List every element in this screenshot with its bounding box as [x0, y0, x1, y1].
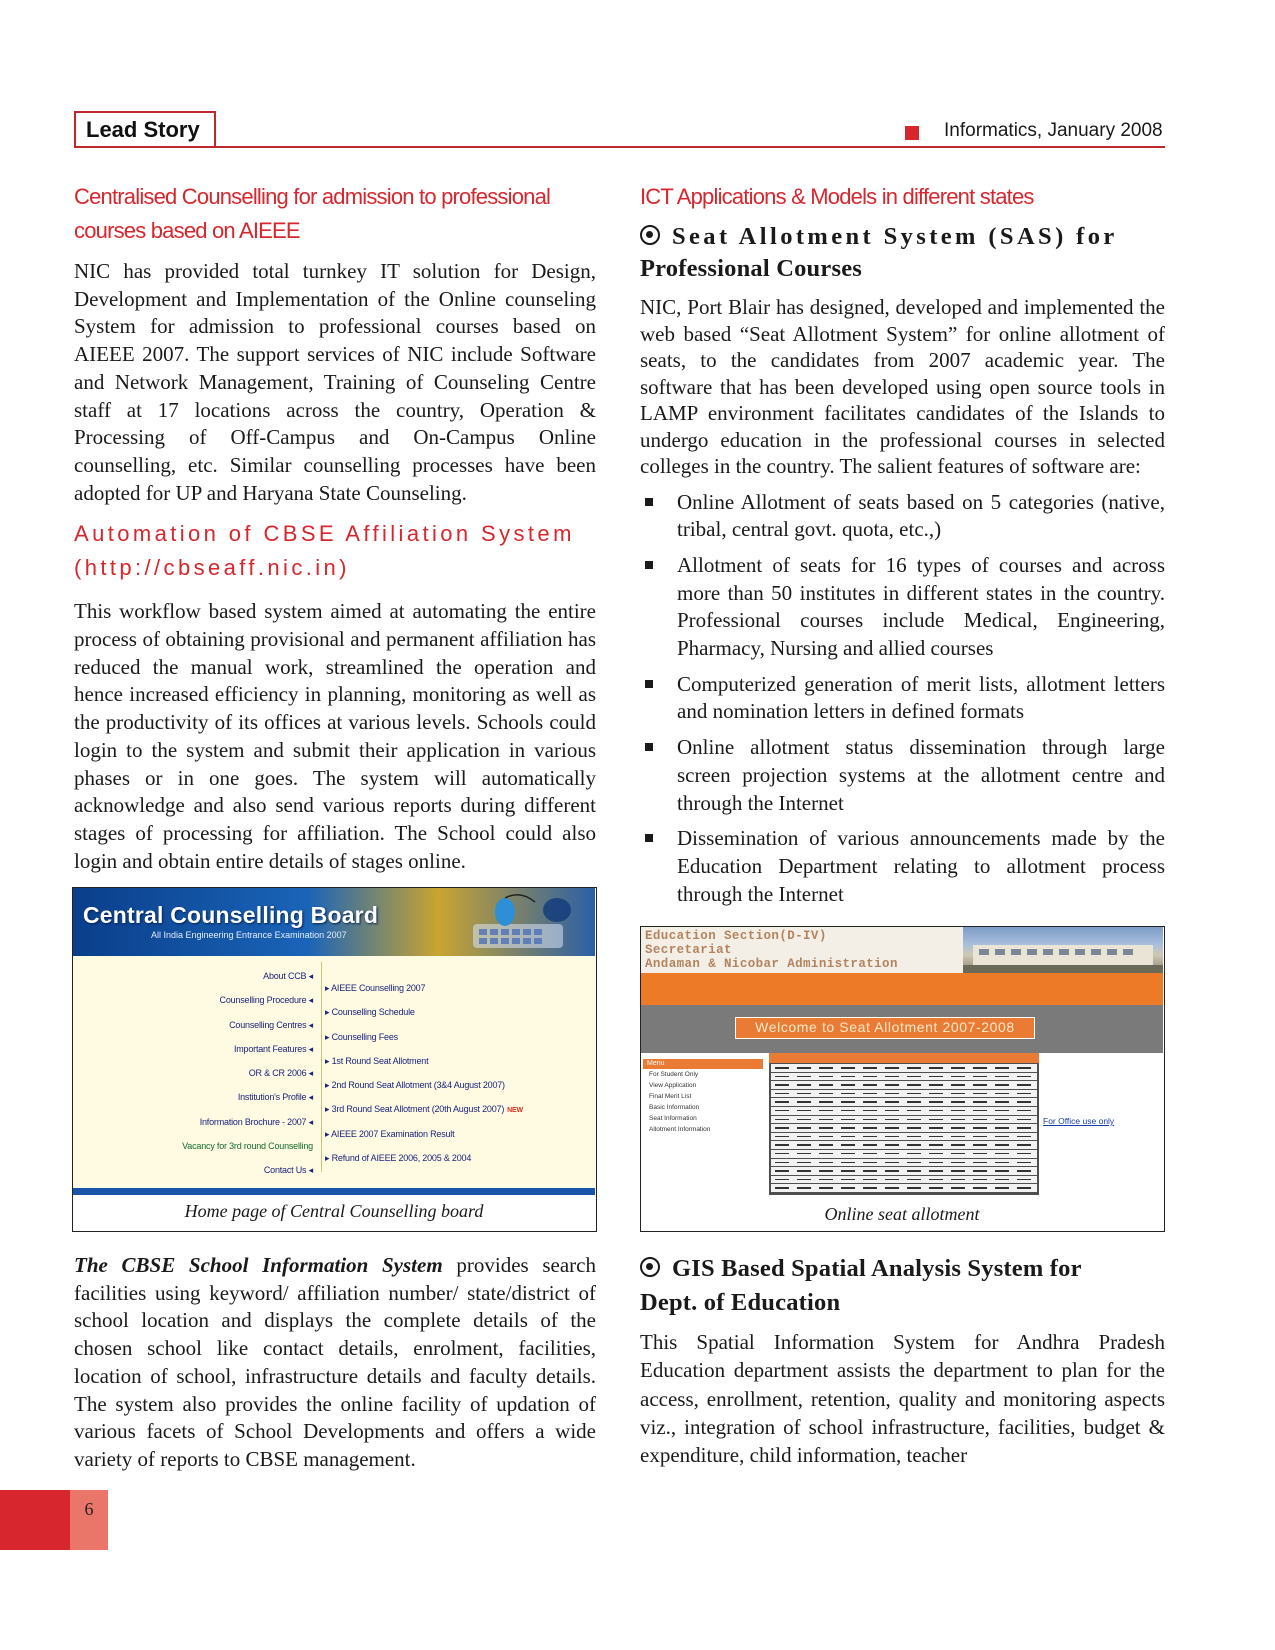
office-use-link[interactable]: For Office use only: [1043, 1116, 1115, 1126]
ccb-body: [73, 956, 595, 1188]
sas-menu-item[interactable]: For Student Only: [649, 1071, 699, 1078]
link-first-round-allotment[interactable]: ▸ 1st Round Seat Allotment: [325, 1055, 429, 1066]
sas-orange-band: [641, 973, 1163, 1005]
building-icon: [963, 927, 1163, 973]
table-row: [771, 1176, 1037, 1184]
cbse-school-info-lead: The CBSE School Information System: [74, 1253, 443, 1277]
left-column: [74, 180, 596, 875]
link-counselling-schedule[interactable]: ▸ Counselling Schedule: [325, 1007, 415, 1018]
issue-label: Informatics, January 2008: [944, 120, 1163, 141]
right-column: [640, 180, 1165, 916]
list-item: Computerized generation of merit lists, allotment letters and nomination letters in defined formats: [640, 671, 1165, 726]
table-row: [771, 1184, 1037, 1192]
table-row: [771, 1116, 1037, 1124]
link-aieee-counselling-2007[interactable]: ▸ AIEEE Counselling 2007: [325, 983, 426, 993]
radio-bullet-icon: [640, 1257, 660, 1277]
table-row: [771, 1081, 1037, 1089]
table-row: [771, 1159, 1037, 1167]
list-item: Allotment of seats for 16 types of courses and across more than 50 institutes in different states in the country. Professional courses include Medical, Engineering, Pharmacy, Nursing and allied courses: [640, 552, 1165, 663]
ccb-footer-bar: [73, 1188, 595, 1195]
page-number: 6: [84, 1499, 94, 1519]
table-row: [771, 1150, 1037, 1158]
ccb-banner: [73, 888, 595, 956]
keyboard-mouse-icon: [465, 894, 575, 954]
table-row: [771, 1167, 1037, 1175]
link-third-round-allotment[interactable]: ▸ 3rd Round Seat Allotment (20th August 2007) NEW: [325, 1104, 523, 1115]
link-counselling-fees[interactable]: ▸ Counselling Fees: [325, 1031, 398, 1042]
figure2-caption: Online seat allotment: [824, 1204, 980, 1224]
link-second-round-allotment[interactable]: ▸ 2nd Round Seat Allotment (3&4 August 2007): [325, 1080, 505, 1091]
list-item: Dissemination of various announcements made by the Education Department relating to allotment process through the Internet: [640, 825, 1165, 908]
sas-side-menu: [643, 1059, 763, 1135]
menu-item-information-brochure[interactable]: Information Brochure - 2007 ◂: [199, 1116, 313, 1127]
sas-screenshot: [641, 927, 1163, 1195]
page-number-bar: [0, 1490, 70, 1550]
ccb-right-menu: [325, 976, 570, 1170]
section-title-centralised-counselling: Centralised Counselling for admission to professional courses based on AIEEE: [74, 184, 551, 243]
allotment-table: [769, 1053, 1039, 1195]
table-row: [771, 1141, 1037, 1149]
menu-item-counselling-procedure[interactable]: Counselling Procedure ◂: [219, 995, 313, 1006]
subhead-gis: GIS Based Spatial Analysis System for: [640, 1252, 1165, 1286]
sas-menu-item[interactable]: Final Merit List: [649, 1093, 692, 1100]
sas-menu-item[interactable]: Seat Information: [649, 1115, 697, 1122]
table-row: [771, 1133, 1037, 1141]
menu-item-contact-us[interactable]: Contact Us ◂: [263, 1165, 313, 1176]
sas-menu-item[interactable]: Allotment Information: [649, 1126, 711, 1133]
sas-header-line-3: Andaman & Nicobar Administration: [645, 957, 898, 971]
paragraph-cbse-school-info: [74, 1252, 596, 1474]
radio-bullet-icon: [640, 225, 660, 245]
cbse-school-info-rest: provides search facilities using keyword/ affiliation number/ state/district of school location and displays the complete details of the chosen school like contact details, enrolment, facilities, location of school, infrastructure details and faculty details. The system also provides the online facility of updation of various facets of School Developments and offers a wide variety of reports to CBSE management.: [74, 1253, 597, 1471]
paragraph-gis: This Spatial Information System for Andhra Pradesh Education department assists the department to plan for the access, enrollment, retention, quality and monitoring aspects viz., integration of school infrastructure, facilities, budget & expenditure, child information, teacher: [640, 1330, 1165, 1468]
menu-item-institutions-profile[interactable]: Institution's Profile ◂: [237, 1092, 313, 1103]
figure-online-seat-allotment: [640, 926, 1165, 1232]
sas-menu-item[interactable]: View Application: [649, 1082, 697, 1089]
new-badge: NEW: [507, 1107, 523, 1115]
table-row: [771, 1073, 1037, 1081]
features-list: [640, 489, 1165, 909]
subhead-professional-courses: Professional Courses: [640, 255, 862, 282]
menu-item-about-ccb[interactable]: About CCB ◂: [263, 971, 313, 981]
subhead-dept-education: Dept. of Education: [640, 1289, 841, 1316]
menu-item-or-cr-2006[interactable]: OR & CR 2006 ◂: [248, 1068, 313, 1079]
table-row: [771, 1107, 1037, 1115]
menu-item-vacancy[interactable]: Vacancy for 3rd round Counselling: [182, 1141, 313, 1152]
menu-item-counselling-centres[interactable]: Counselling Centres ◂: [229, 1019, 313, 1030]
sas-header-line-1: Education Section(D-IV): [645, 929, 827, 943]
figure-central-counselling-board: [72, 887, 597, 1232]
subhead-seat-allotment: Seat Allotment System (SAS) for: [640, 220, 1165, 254]
sas-menu-item[interactable]: Basic Information: [649, 1104, 700, 1111]
menu-item-important-features[interactable]: Important Features ◂: [233, 1043, 313, 1054]
header-square-icon: [905, 126, 919, 140]
section-label: Lead Story: [74, 111, 216, 147]
table-row: [771, 1124, 1037, 1132]
table-row: [771, 1098, 1037, 1106]
sas-header: [641, 927, 1163, 973]
section-title-cbse-affiliation: Automation of CBSE Affiliation System (http://cbseaff.nic.in): [74, 521, 575, 581]
paragraph-seat-allotment: NIC, Port Blair has designed, developed and implemented the web based “Seat Allotment System” for online allotment of seats, to the candidates from 2007 academic year. The software that has been developed using open source tools in LAMP environment facilitates candidates of the Islands to undergo education in the professional courses in selected colleges in the country. The salient features of software are:: [640, 295, 1165, 478]
ccb-subtitle: All India Engineering Entrance Examination 2007: [151, 930, 347, 940]
ccb-screenshot: [73, 888, 595, 1195]
figure1-caption: Home page of Central Counselling board: [184, 1201, 484, 1221]
sas-menu-heading: Menu: [643, 1059, 763, 1069]
welcome-banner: Welcome to Seat Allotment 2007-2008: [735, 1017, 1035, 1039]
header-rule: [74, 146, 1165, 148]
sas-header-line-2: Secretariat: [645, 943, 732, 957]
section-title-ict-applications: ICT Applications & Models in different states: [640, 184, 1034, 209]
paragraph-cbse-affiliation: This workflow based system aimed at automating the entire process of obtaining provisional and permanent affiliation has reduced the manual work, streamlined the operation and hence increased efficiency in planning, monitoring as well as the productivity of its offices at various levels. Schools could login to the system and submit their application in various phases or in one goes. The system will automatically acknowledge and also send various reports during different stages of processing for affiliation. The School could also login and obtain entire details of stages online.: [74, 599, 596, 873]
table-row: [771, 1064, 1037, 1072]
table-row: [771, 1090, 1037, 1098]
link-examination-result[interactable]: ▸ AIEEE 2007 Examination Result: [325, 1128, 455, 1139]
paragraph-counselling: NIC has provided total turnkey IT solution for Design, Development and Implementation of the Online counseling System for admission to professional courses based on AIEEE 2007. The support services of NIC include Software and Network Management, Training of Counseling Centre staff at 17 locations across the country, Operation & Processing of Off-Campus and On-Campus Online counselling, etc. Similar counselling processes have been adopted for UP and Haryana State Counseling.: [74, 259, 596, 505]
ccb-title: Central Counselling Board: [83, 902, 379, 928]
ccb-menu-divider: [321, 962, 322, 1172]
list-item: Online Allotment of seats based on 5 categories (native, tribal, central govt. quota, etc.,): [640, 489, 1165, 544]
link-refund[interactable]: ▸ Refund of AIEEE 2006, 2005 & 2004: [325, 1153, 472, 1164]
gis-section: [640, 1252, 1165, 1469]
allotment-table-header: [769, 1053, 1039, 1063]
sas-content-panel: [641, 1053, 1163, 1195]
secretariat-building-image: [963, 927, 1163, 973]
list-item: Online allotment status dissemination through large screen projection systems at the allotment centre and through the Internet: [640, 734, 1165, 817]
ccb-left-menu: [73, 964, 319, 1183]
